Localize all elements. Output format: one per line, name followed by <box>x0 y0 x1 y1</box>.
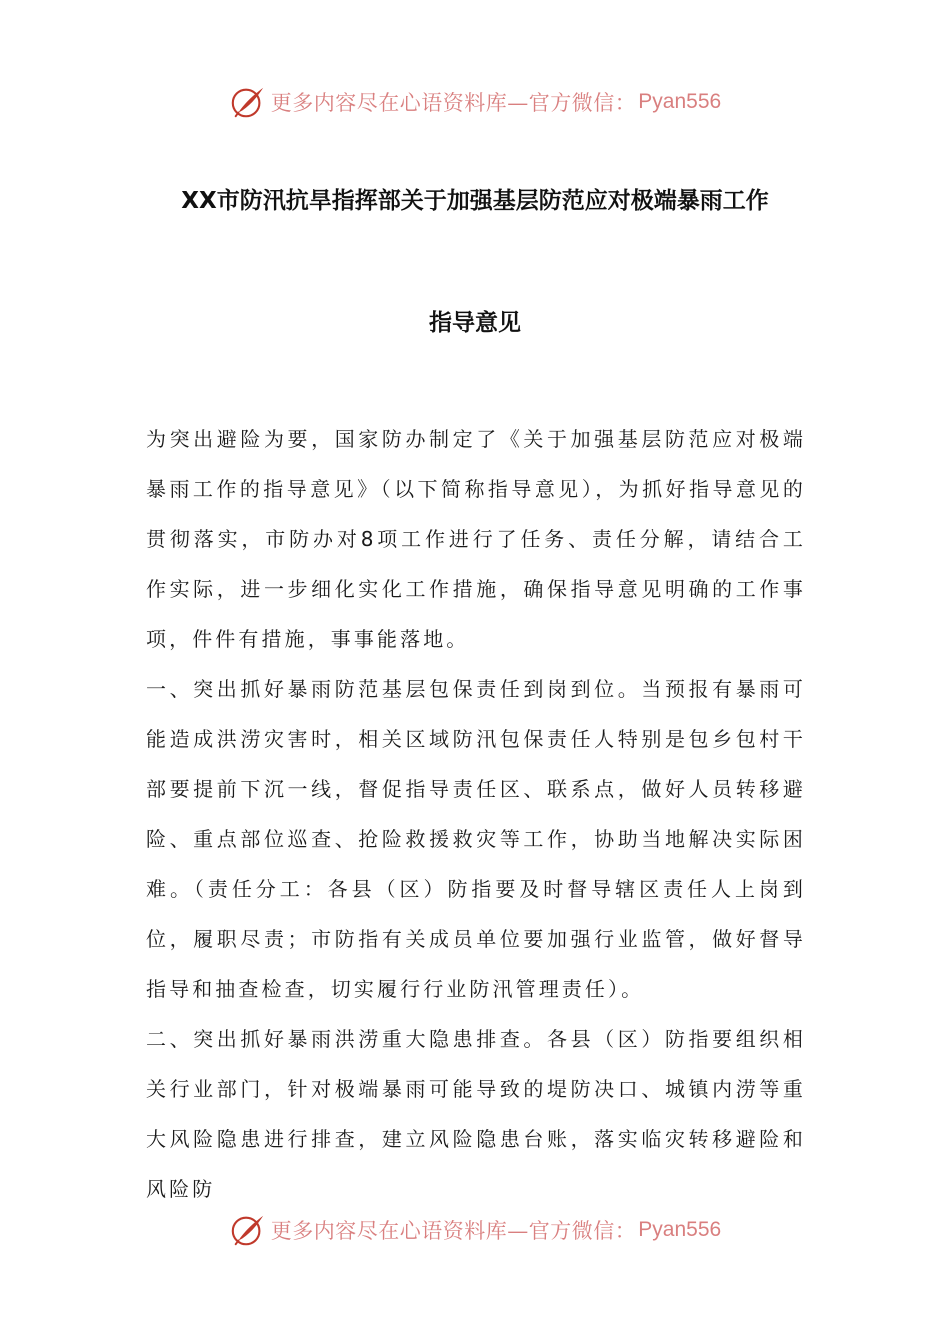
watermark-text: 更多内容尽在心语资料库—官方微信： <box>270 1219 637 1243</box>
document-title-line-2: 指导意见 <box>429 310 521 336</box>
watermark-wechat-id: Pyan556 <box>638 90 722 113</box>
watermark-wechat-id: Pyan556 <box>638 1218 722 1241</box>
watermark-text: 更多内容尽在心语资料库—官方微信： <box>270 91 637 115</box>
document-body <box>146 414 806 1214</box>
header-watermark <box>0 80 950 124</box>
footer-watermark <box>0 1208 950 1252</box>
quill-logo-icon <box>229 83 267 121</box>
paragraph-section-2: 二、突出抓好暴雨洪涝重大隐患排查。各县（区）防指要组织相关行业部门，针对极端暴雨可能导致的堤防决口、城镇内涝等重大风险隐患进行排查，建立风险隐患台账，落实临灾转移避险和风险防 <box>146 1027 806 1201</box>
document-title-line-1: XX市防汛抗旱指挥部关于加强基层防范应对极端暴雨工作 <box>181 188 769 214</box>
paragraph-section-1: 一、突出抓好暴雨防范基层包保责任到岗到位。当预报有暴雨可能造成洪涝灾害时，相关区域防汛包保责任人特别是包乡包村干部要提前下沉一线，督促指导责任区、联系点，做好人员转移避险、重点部位巡查、抢险救援救灾等工作，协助当地解决实际困难。（责任分工：各县（区）防指要及时督导辖区责任人上岗到位，履职尽责；市防指有关成员单位要加强行业监管，做好督导指导和抽查检查，切实履行行业防汛管理责任）。 <box>146 677 806 1001</box>
paragraph-intro: 为突出避险为要，国家防办制定了《关于加强基层防范应对极端暴雨工作的指导意见》（以下简称指导意见），为抓好指导意见的贯彻落实，市防办对8项工作进行了任务、责任分解，请结合工作实际，进一步细化实化工作措施，确保指导意见明确的工作事项，件件有措施，事事能落地。 <box>146 427 806 651</box>
quill-logo-icon <box>229 1211 267 1249</box>
